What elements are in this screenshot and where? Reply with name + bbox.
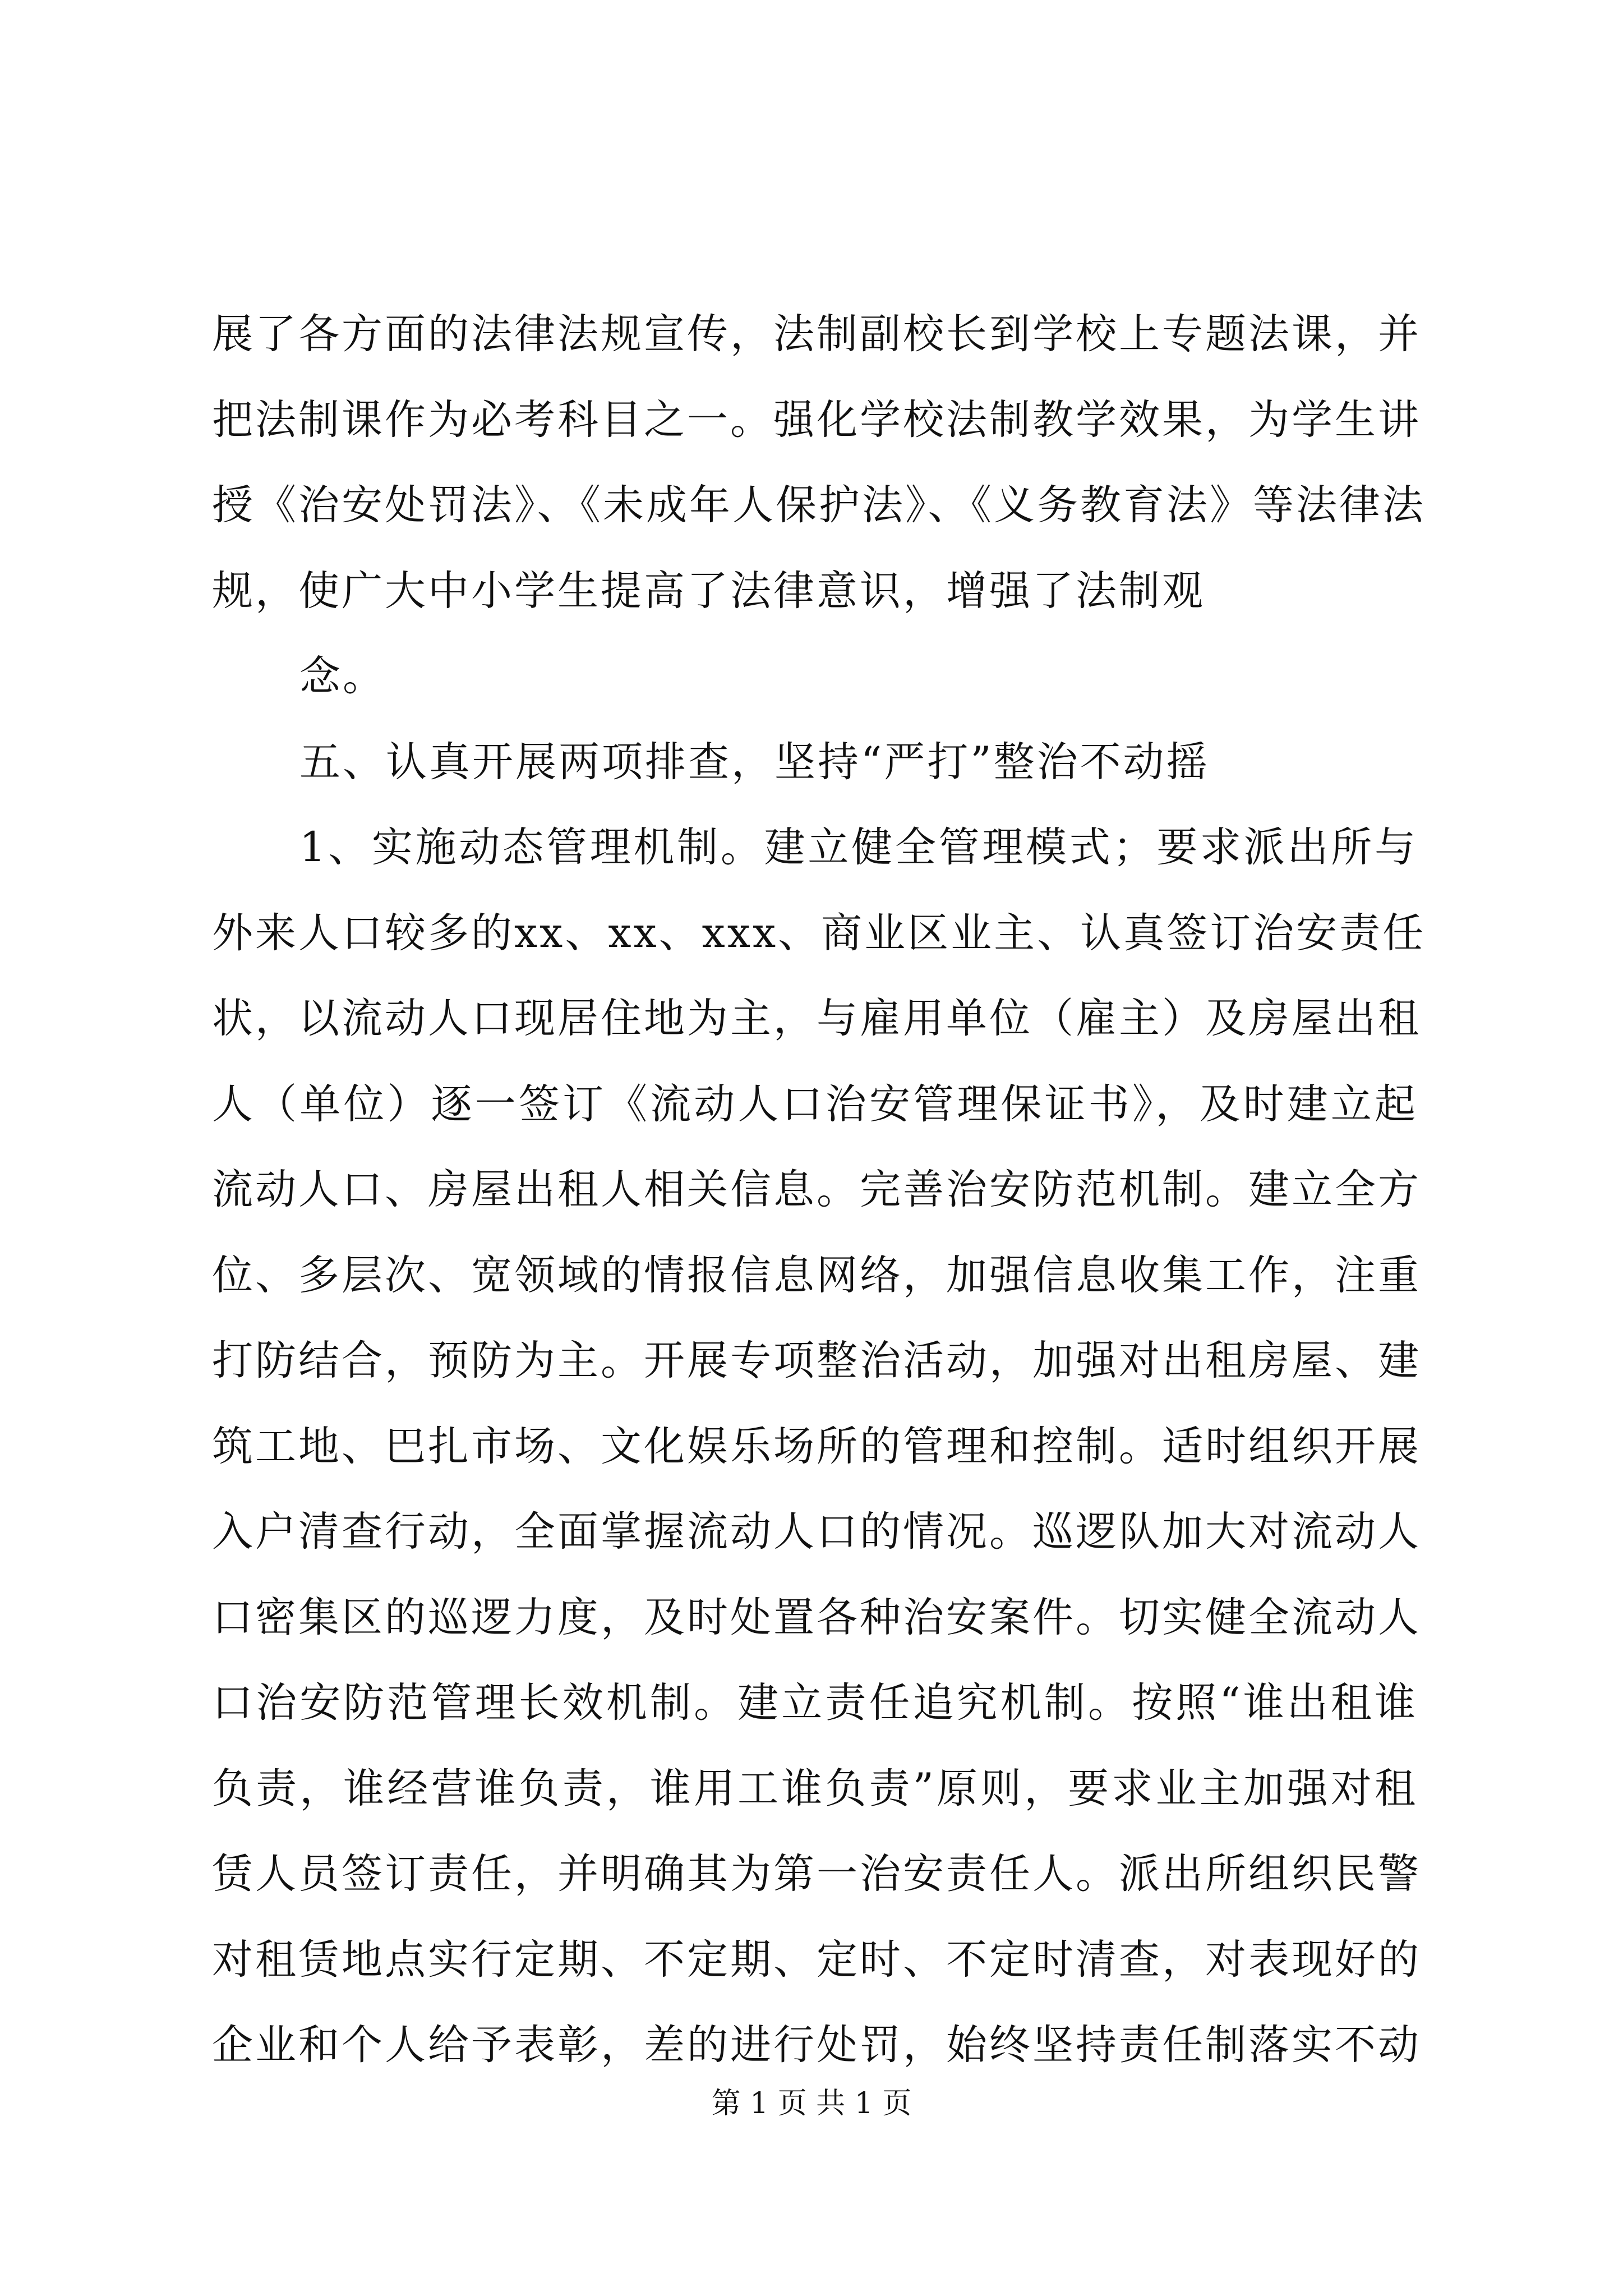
- text-line: 把法制课作为必考科目之一。强化学校法制教学效果，为学生讲: [212, 395, 1421, 444]
- document-body: [212, 292, 1426, 2088]
- text-line: 人（单位）逐一签订《流动人口治安管理保证书》，及时建立起: [212, 1080, 1418, 1128]
- text-line: 口密集区的巡逻力度，及时处置各种治安案件。切实健全流动人: [212, 1593, 1421, 1641]
- text-line: 筑工地、巴扎市场、文化娱乐场所的管理和控制。适时组织开展: [212, 1422, 1421, 1470]
- text-line: 流动人口、房屋出租人相关信息。完善治安防范机制。建立全方: [212, 1166, 1421, 1213]
- page-number-label: 第 1 页 共 1 页: [711, 2087, 912, 2120]
- page-footer: [0, 2081, 1623, 2126]
- text-line: 展了各方面的法律法规宣传，法制副校长到学校上专题法课，并: [212, 310, 1421, 358]
- text-line: 规，使广大中小学生提高了法律意识，增强了法制观: [212, 567, 1205, 615]
- text-line: 念。: [299, 652, 386, 700]
- section-heading: 五、认真开展两项排查，坚持“严打”整治不动摇: [299, 738, 1210, 786]
- text-line: 状，以流动人口现居住地为主，与雇用单位（雇主）及房屋出租: [212, 995, 1421, 1042]
- text-line: 打防结合，预防为主。开展专项整治活动，加强对出租房屋、建: [212, 1337, 1421, 1384]
- text-line: 1、实施动态管理机制。建立健全管理模式；要求派出所与: [299, 823, 1418, 871]
- text-line: 负责，谁经营谁负责，谁用工谁负责”原则，要求业主加强对租: [212, 1764, 1418, 1812]
- text-line: 企业和个人给予表彰，差的进行处罚，始终坚持责任制落实不动: [212, 2021, 1421, 2069]
- text-line: 位、多层次、宽领域的情报信息网络，加强信息收集工作，注重: [212, 1251, 1421, 1299]
- text-line: 授《治安处罚法》、《未成年人保护法》、《义务教育法》等法律法: [212, 481, 1426, 529]
- text-line: 外来人口较多的xx、xx、xxx、商业区业主、认真签订治安责任: [212, 909, 1426, 957]
- text-line: 对租赁地点实行定期、不定期、定时、不定时清查，对表现好的: [212, 1935, 1421, 1984]
- text-line: 口治安防范管理长效机制。建立责任追究机制。按照“谁出租谁: [212, 1679, 1418, 1727]
- text-line: 入户清查行动，全面掌握流动人口的情况。巡逻队加大对流动人: [212, 1508, 1421, 1556]
- text-line: 赁人员签订责任，并明确其为第一治安责任人。派出所组织民警: [212, 1850, 1421, 1898]
